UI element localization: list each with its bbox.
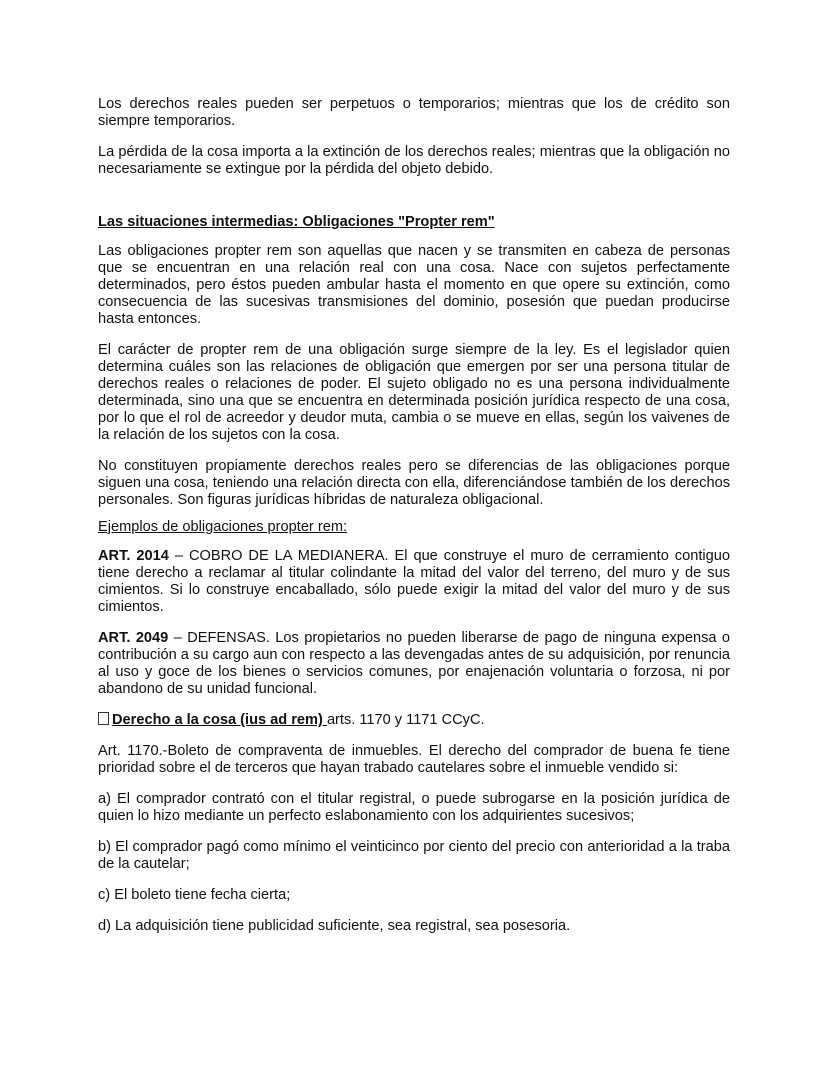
article-2014-label: ART. 2014 bbox=[98, 548, 169, 564]
article-1170: Art. 1170.-Boleto de compraventa de inmuebles. El derecho del comprador de buena fe tiene prioridad sobre el de terceros que hayan trabado cautelares sobre el inmueble vendido si: bbox=[98, 743, 730, 776]
paragraph-naturaleza: No constituyen propiamente derechos reales pero se diferencias de las obligaciones porque siguen una cosa, teniendo una relación directa con ella, diferenciándose también de los derechos personales. Son figuras jurídicas híbridas de naturaleza obligacional. bbox=[98, 458, 730, 508]
item-d: d) La adquisición tiene publicidad suficiente, sea registral, sea posesoria. bbox=[98, 918, 571, 934]
paragraph-perpetuos: Los derechos reales pueden ser perpetuos o temporarios; mientras que los de crédito son siempre temporarios. bbox=[98, 96, 730, 129]
paragraph-definicion: Las obligaciones propter rem son aquellas que nacen y se transmiten en cabeza de personas que se encuentran en una relación real con una cosa. Nace con sujetos perfectamente determinados, pero éstos pueden ambular hasta el momento en que opere su extinción, como consecuencia de las sucesivas transmisiones del dominio, posesión que puedan producirse hasta entonces. bbox=[98, 243, 730, 327]
article-2049 bbox=[98, 630, 730, 698]
item-c: c) El boleto tiene fecha cierta; bbox=[98, 887, 291, 903]
checkbox-icon bbox=[98, 712, 109, 725]
item-b: b) El comprador pagó como mínimo el veinticinco por ciento del precio con anterioridad a la traba de la cautelar; bbox=[98, 839, 730, 872]
ius-ad-rem-text: arts. 1170 y 1171 CCyC. bbox=[326, 712, 485, 728]
paragraph-caracter: El carácter de propter rem de una obligación surge siempre de la ley. Es el legislador quien determina cuáles son las relaciones de obligación que emergen por ser una persona titular de derechos reales o relaciones de poder. El sujeto obligado no es una persona individualmente determinada, sino una que se encuentra en determinada posición jurídica respecto de una cosa, por lo que el rol de acreedor y deudor muta, cambia o se mueve en ellas, según los vaivenes de la relación de los sujetos con la cosa. bbox=[98, 342, 730, 443]
document-page bbox=[98, 96, 730, 949]
section-heading: Las situaciones intermedias: Obligaciones "Propter rem" bbox=[98, 214, 495, 230]
article-2049-label: ART. 2049 bbox=[98, 630, 169, 646]
examples-title: Ejemplos de obligaciones propter rem: bbox=[98, 519, 348, 535]
article-2014-text: – COBRO DE LA MEDIANERA. El que construye el muro de cerramiento contiguo tiene derecho a reclamar al titular colindante la mitad del valor del terreno, del muro y de sus cimientos. Si lo construye encaballado, sólo puede exigir la mitad del valor del muro y de sus cimientos. bbox=[98, 548, 730, 615]
article-2014 bbox=[98, 548, 730, 616]
article-2049-text: – DEFENSAS. Los propietarios no pueden liberarse de pago de ninguna expensa o contribución a su cargo aun con respecto a las devengadas antes de su adquisición, por renuncia al uso y goce de los bienes o servicios comunes, por enajenación voluntaria o forzosa, ni por abandono de su unidad funcional. bbox=[98, 630, 731, 697]
ius-ad-rem-label: Derecho a la cosa (ius ad rem) bbox=[112, 712, 327, 728]
paragraph-perdida: La pérdida de la cosa importa a la extinción de los derechos reales; mientras que la obligación no necesariamente se extingue por la pérdida del objeto debido. bbox=[98, 144, 730, 177]
ius-ad-rem-line bbox=[98, 712, 730, 729]
item-a: a) El comprador contrató con el titular registral, o puede subrogarse en la posición jurídica de quien lo hizo mediante un perfecto eslabonamiento con los adquirientes sucesivos; bbox=[98, 791, 730, 824]
